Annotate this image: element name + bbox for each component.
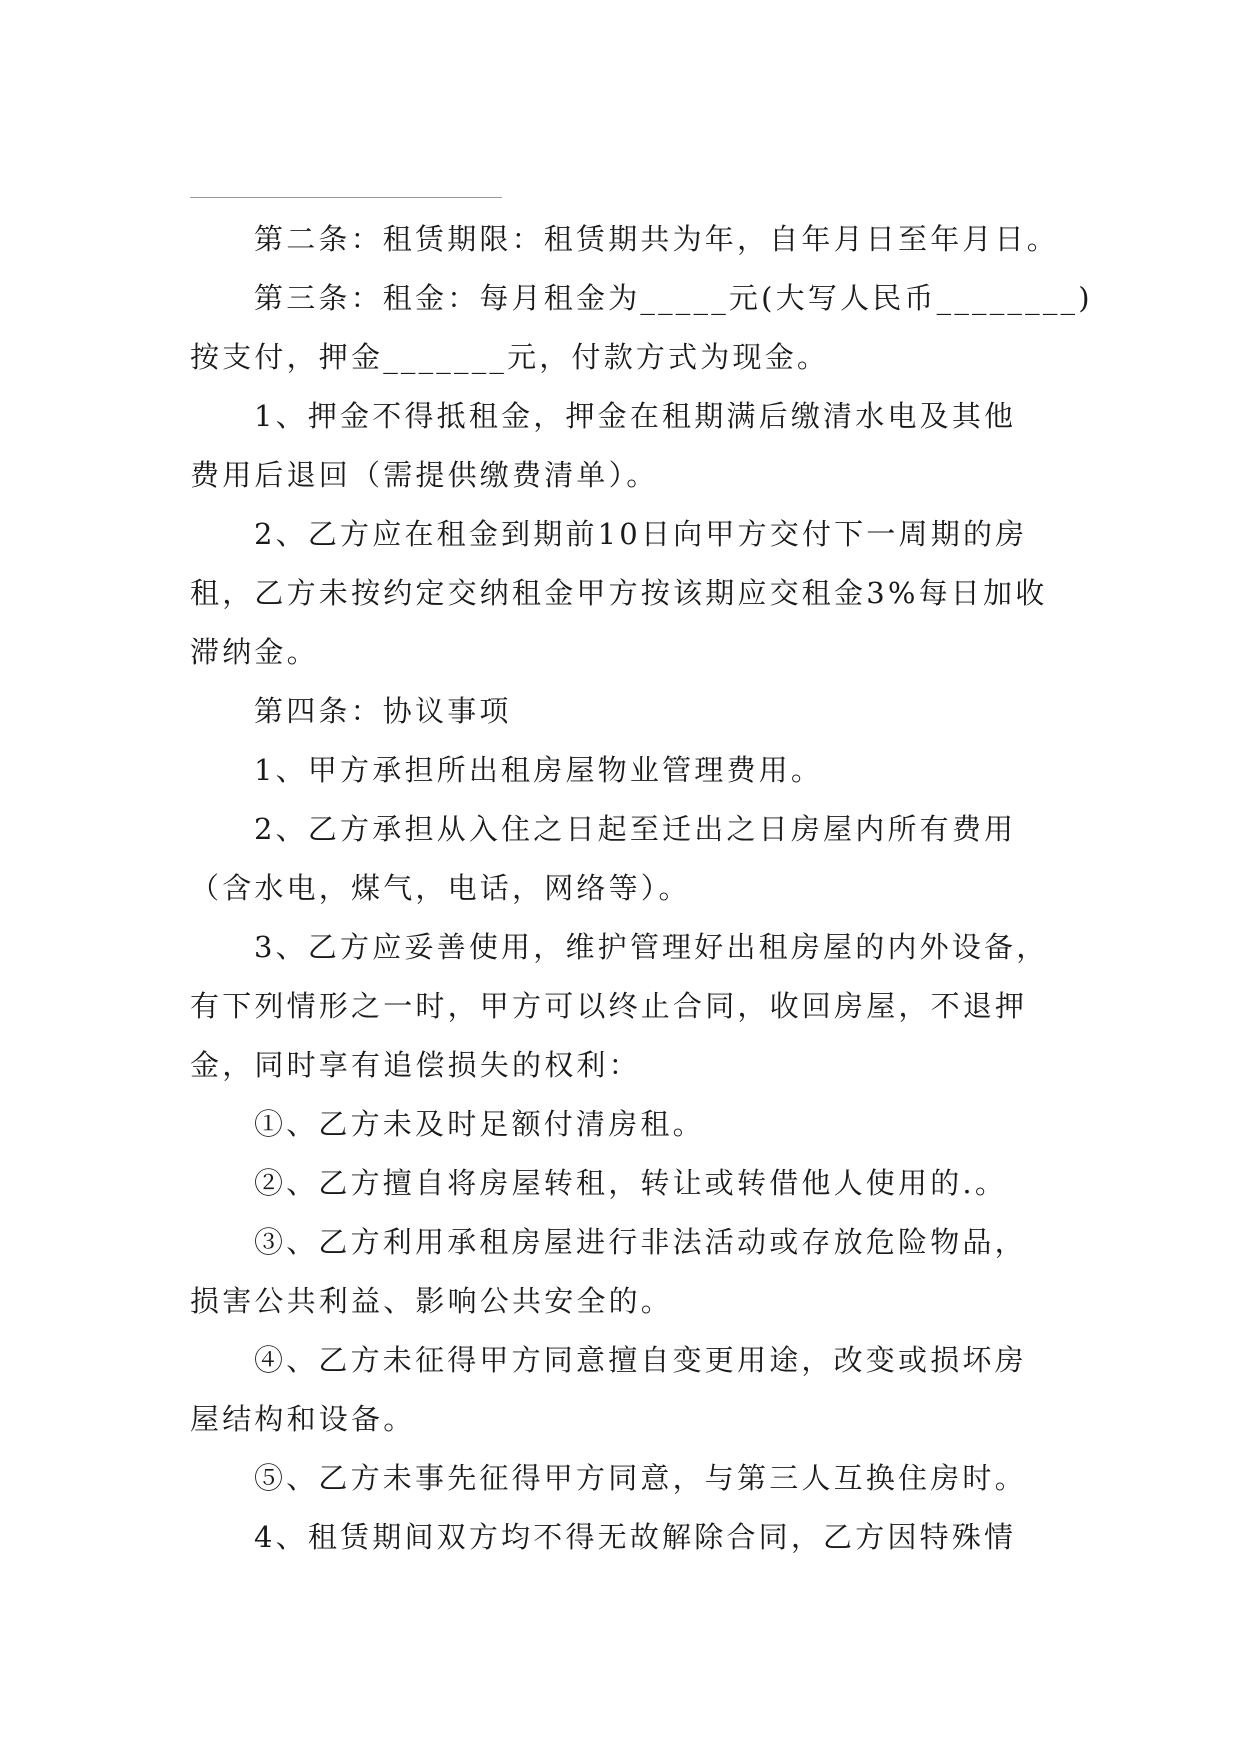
- clause-4-heading: 第四条：协议事项: [254, 694, 512, 728]
- termination-case-4-continued: 屋结构和设备。: [190, 1402, 416, 1436]
- termination-case-3-continued: 损害公共利益、影响公共安全的。: [190, 1284, 674, 1318]
- agreement-item-3-continued-2: 金，同时享有追偿损失的权利：: [190, 1048, 641, 1082]
- agreement-item-3-continued: 有下列情形之一时，甲方可以终止合同，收回房屋，不退押: [190, 989, 1028, 1023]
- clause-2-term: 第二条：租赁期限：租赁期共为年，自年月日至年月日。: [254, 222, 1060, 256]
- agreement-item-2: 2、乙方承担从入住之日起至迁出之日房屋内所有费用: [254, 812, 1017, 846]
- clause-3-rent-continued: 按支付，押金_______元，付款方式为现金。: [190, 340, 830, 374]
- top-divider-line: [190, 197, 502, 198]
- agreement-item-4: 4、租赁期间双方均不得无故解除合同，乙方因特殊情: [254, 1520, 1017, 1554]
- termination-case-1: ①、乙方未及时足额付清房租。: [254, 1107, 705, 1141]
- agreement-item-3: 3、乙方应妥善使用，维护管理好出租房屋的内外设备，: [254, 930, 1049, 964]
- rent-item-1-continued: 费用后退回（需提供缴费清单）。: [190, 458, 659, 492]
- rent-item-1: 1、押金不得抵租金，押金在租期满后缴清水电及其他: [254, 399, 1017, 433]
- agreement-item-2-continued: （含水电，煤气，电话，网络等）。: [190, 871, 691, 905]
- termination-case-2: ②、乙方擅自将房屋转租，转让或转借他人使用的.。: [254, 1166, 1008, 1200]
- termination-case-3: ③、乙方利用承租房屋进行非法活动或存放危险物品，: [254, 1225, 1027, 1259]
- termination-case-5: ⑤、乙方未事先征得甲方同意，与第三人互换住房时。: [254, 1461, 1027, 1495]
- contract-body: [190, 210, 1093, 1567]
- clause-3-rent: 第三条：租金：每月租金为_____元(大写人民币________): [254, 281, 1093, 315]
- termination-case-4: ④、乙方未征得甲方同意擅自变更用途，改变或损坏房: [254, 1343, 1027, 1377]
- rent-item-2-continued-2: 滞纳金。: [190, 635, 319, 669]
- agreement-item-1: 1、甲方承担所出租房屋物业管理费用。: [254, 753, 824, 787]
- rent-item-2-continued: 租，乙方未按约定交纳租金甲方按该期应交租金3%每日加收: [190, 576, 1048, 610]
- rent-item-2: 2、乙方应在租金到期前10日向甲方交付下一周期的房: [254, 517, 1028, 551]
